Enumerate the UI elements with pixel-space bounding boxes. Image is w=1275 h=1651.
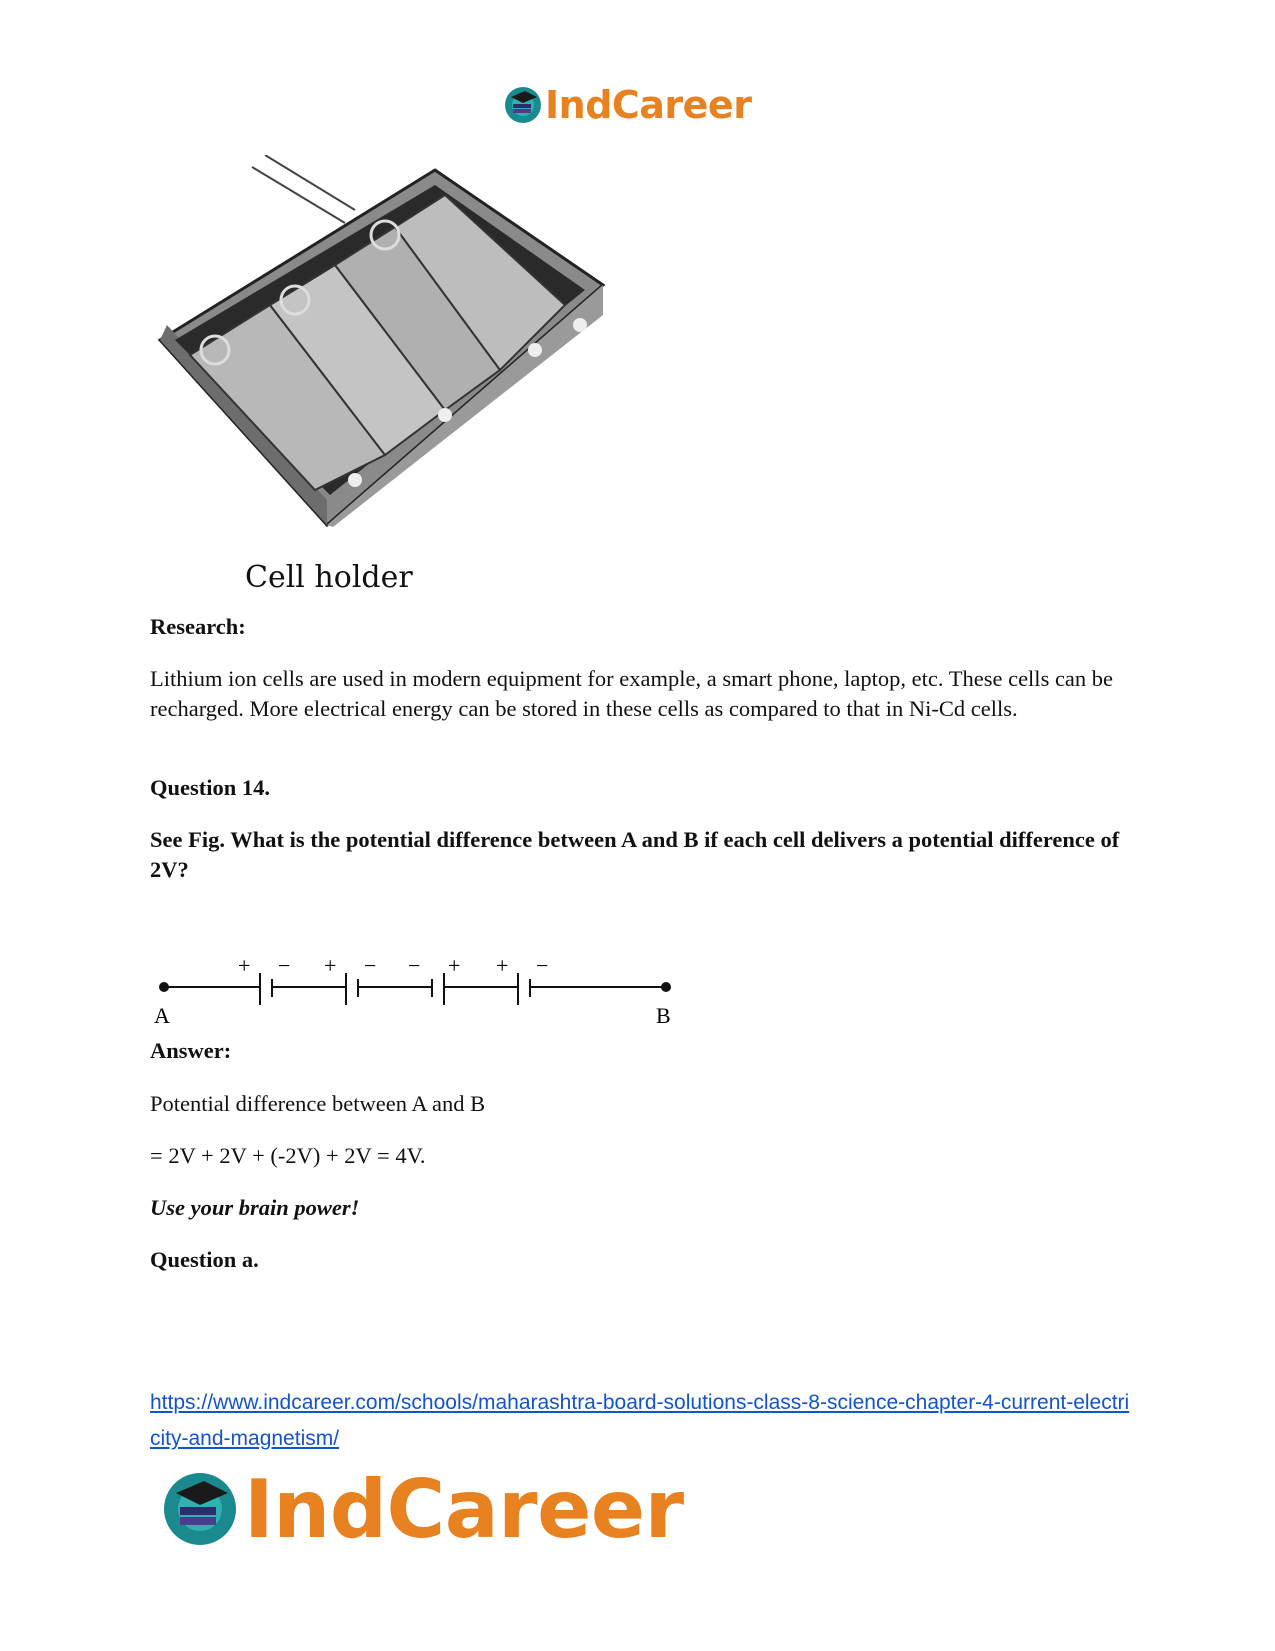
- cell-2-left-sign: +: [324, 955, 337, 978]
- cell-1-left-sign: +: [238, 955, 251, 978]
- question-a-heading: Question a.: [150, 1247, 259, 1272]
- cell-4-left-sign: +: [496, 955, 509, 978]
- question-14-heading: Question 14.: [150, 775, 271, 800]
- cell-2-right-sign: −: [364, 955, 377, 978]
- cell-1-right-sign: −: [278, 955, 291, 978]
- figure-caption: Cell holder: [245, 560, 413, 595]
- research-heading: Research:: [150, 614, 246, 639]
- terminal-a-label: A: [154, 1003, 170, 1028]
- cell-symbol-2: [324, 955, 376, 1005]
- answer-line-2: = 2V + 2V + (-2V) + 2V = 4V.: [150, 1143, 426, 1168]
- answer-line-1: Potential difference between A and B: [150, 1091, 486, 1116]
- answer-heading: Answer:: [150, 1038, 232, 1063]
- circuit-diagram: [150, 955, 680, 1035]
- logo-text: IndCareer: [545, 83, 752, 127]
- header-logo: [503, 80, 773, 130]
- cell-4-right-sign: −: [536, 955, 549, 978]
- question-14-text: See Fig. What is the potential difference between A and B if each cell delivers a potential difference of 2V?: [150, 827, 1120, 882]
- terminal-b-label: B: [656, 1003, 671, 1028]
- cell-holder-image: [155, 155, 645, 555]
- research-body: Lithium ion cells are used in modern equipment for example, a smart phone, laptop, etc. These cells can be recharged. More electrical energy can be stored in these cells as compared to that in Ni-Cd cells.: [150, 666, 1114, 721]
- cell-symbol-1: [238, 955, 290, 1005]
- brain-power-heading: Use your brain power!: [150, 1195, 360, 1220]
- cell-symbol-3: [408, 955, 460, 1005]
- cell-3-left-sign: −: [408, 955, 421, 978]
- logo-text: IndCareer: [244, 1462, 684, 1556]
- cell-3-right-sign: +: [448, 955, 461, 978]
- footer-logo: [160, 1462, 700, 1556]
- cell-symbol-4: [496, 955, 548, 1005]
- source-link[interactable]: https://www.indcareer.com/schools/maharashtra-board-solutions-class-8-science-chapter-4-current-electricity-and-magnetism/: [150, 1391, 1130, 1450]
- logo-globe-icon: [503, 85, 543, 125]
- logo-globe-icon: [160, 1469, 240, 1549]
